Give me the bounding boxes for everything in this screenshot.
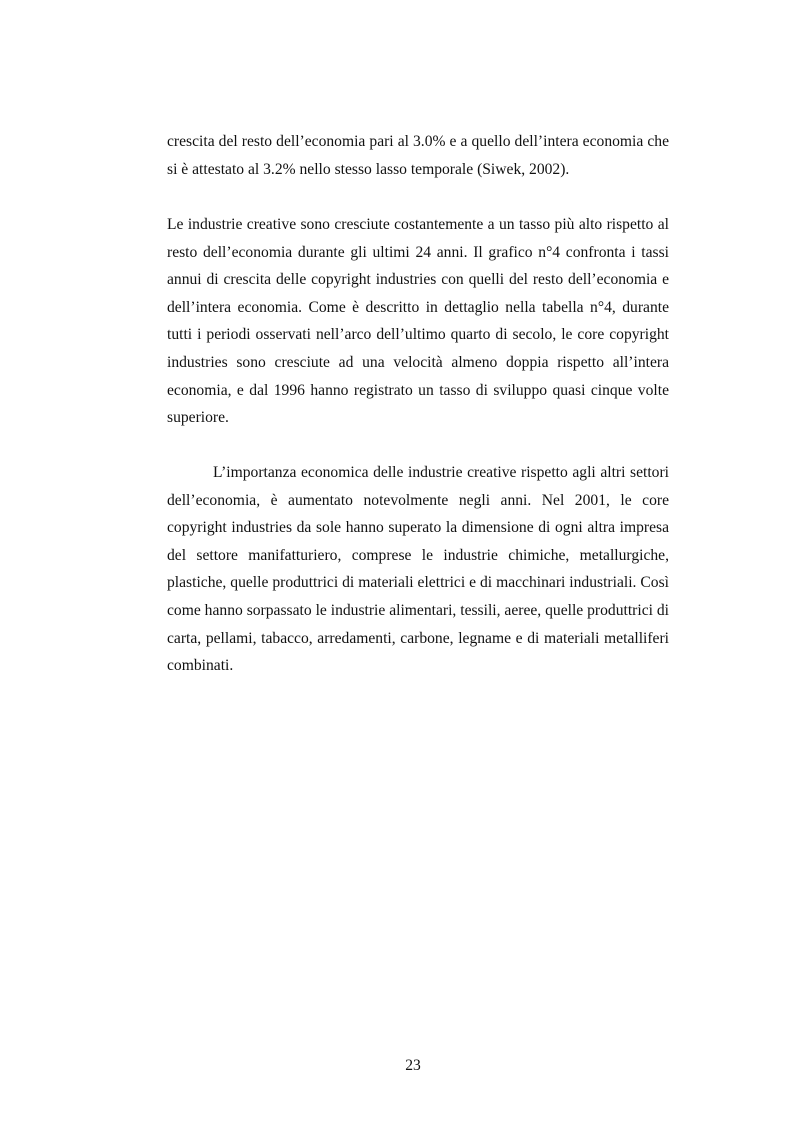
paragraph-growth-rates: Le industrie creative sono cresciute costantemente a un tasso più alto rispetto al resto dell’economia durante gli ultimi 24 anni. Il grafico n°4 confronta i tassi annui di crescita delle copyright industries con quelli del resto dell’economia e dell’intera economia. Come è descritto in dettaglio nella tabella n°4, durante tutti i periodi osservati nell’arco dell’ultimo quarto di secolo, le core copyright industries sono cresciute ad una velocità almeno doppia rispetto all’intera economia, e dal 1996 hanno registrato un tasso di sviluppo quasi cinque volte superiore. bbox=[167, 216, 669, 427]
paragraph-continuation: crescita del resto dell’economia pari al 3.0% e a quello dell’intera economia che si è attestato al 3.2% nello stesso lasso temporale (Siwek, 2002). bbox=[167, 133, 669, 178]
page-number: 23 bbox=[405, 1057, 421, 1074]
paragraph-economic-importance: L’importanza economica delle industrie creative rispetto agli altri settori dell’economia, è aumentato notevolmente negli anni. Nel 2001, le core copyright industries da sole hanno superato la dimensione di ogni altra impresa del settore manifatturiero, comprese le industrie chimiche, metallurgiche, plastiche, quelle produttrici di materiali elettrici e di macchinari industriali. Così come hanno sorpassato le industrie alimentari, tessili, aeree, quelle produttrici di carta, pellami, tabacco, arredamenti, carbone, legname e di materiali metalliferi combinati. bbox=[167, 464, 669, 675]
